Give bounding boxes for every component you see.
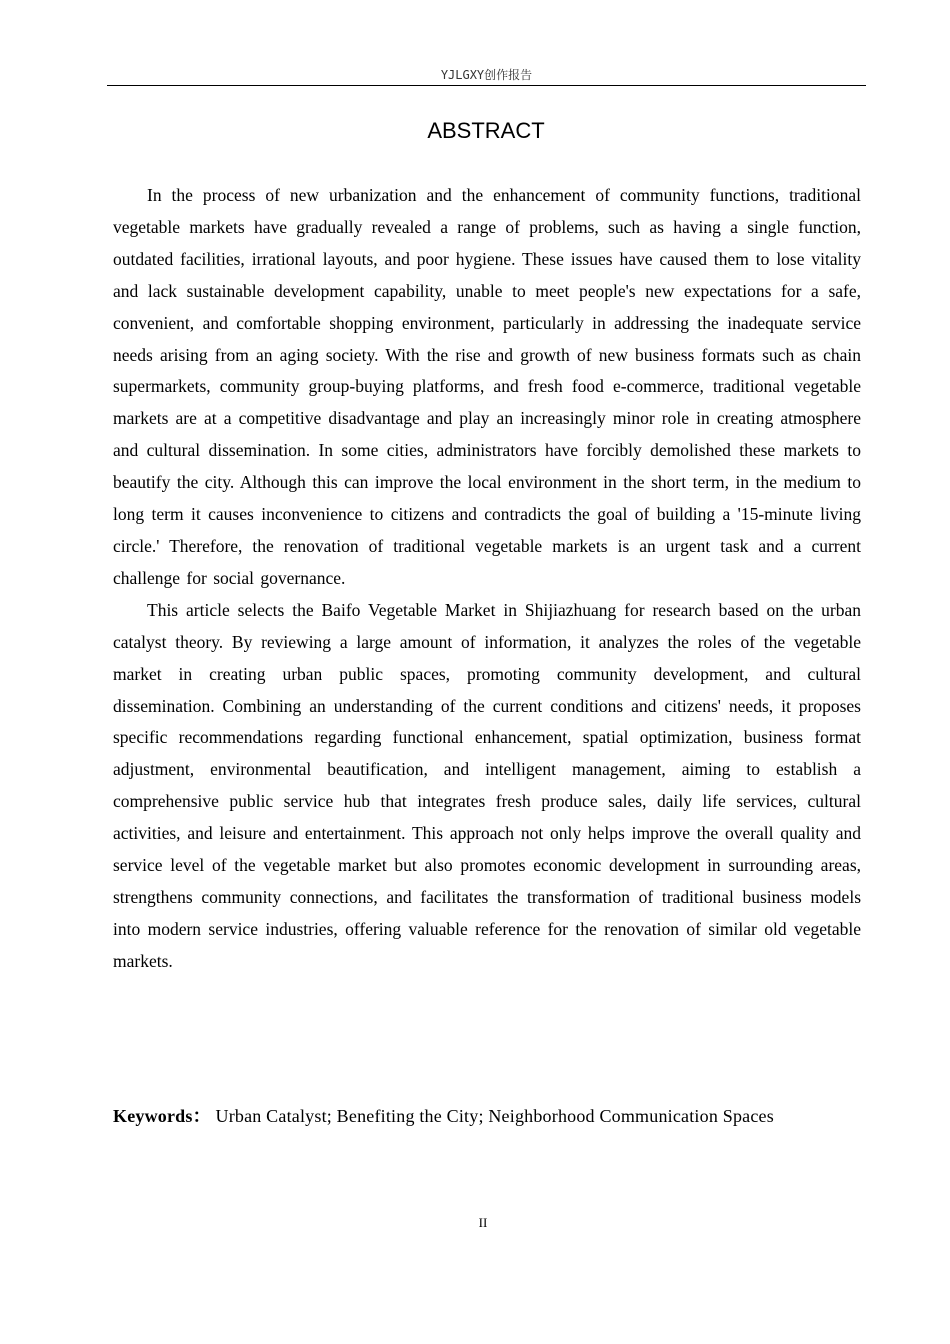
abstract-title: ABSTRACT [427, 118, 545, 143]
page-number: II [478, 1215, 488, 1230]
abstract-paragraph-1: In the process of new urbanization and the enhancement of community functions, traditional vegetable markets have gradually revealed a range of problems, such as having a single function, outdated facilities, irrational layouts, and poor hygiene. These issues have caused them to lose vitality and lack sustainable development capability, unable to meet people's new expectations for a safe, convenient, and comfortable shopping environment, particularly in addressing the inadequate service needs arising from an aging society. With the rise and growth of new business formats such as chain supermarkets, community group-buying platforms, and fresh food e-commerce, traditional vegetable markets are at a competitive disadvantage and play an increasingly minor role in creating atmosphere and cultural dissemination. In some cities, administrators have forcibly demolished these markets to beautify the city. Although this can improve the local environment in the short term, in the medium to long term it causes inconvenience to citizens and contradicts the goal of building a '15-minute living circle.' Therefore, the renovation of traditional vegetable markets is an urgent task and a current challenge for social governance. [113, 185, 861, 588]
abstract-paragraph-2: This article selects the Baifo Vegetable Market in Shijiazhuang for research based on the urban catalyst theory. By reviewing a large amount of information, it analyzes the roles of the vegetable market in creating urban public spaces, promoting community development, and cultural dissemination. Combining an understanding of the current conditions and citizens' needs, it proposes specific recommendations regarding functional enhancement, spatial optimization, business format adjustment, environmental beautification, and intelligent management, aiming to establish a comprehensive public service hub that integrates fresh produce sales, daily life services, cultural activities, and leisure and entertainment. This approach not only helps improve the overall quality and service level of the vegetable market but also promotes economic development in surrounding areas, strengthens community connections, and facilitates the transformation of traditional business models into modern service industries, offering valuable reference for the renovation of similar old vegetable markets. [113, 599, 861, 971]
keywords-line [113, 1101, 873, 1131]
abstract-body [113, 180, 861, 978]
page-header [107, 66, 866, 86]
keywords-value: Urban Catalyst; Benefiting the City; Neighborhood Communication Spaces [215, 1106, 774, 1126]
header-text: YJLGXY创作报告 [440, 68, 533, 82]
keywords-label: Keywords： [113, 1106, 211, 1126]
